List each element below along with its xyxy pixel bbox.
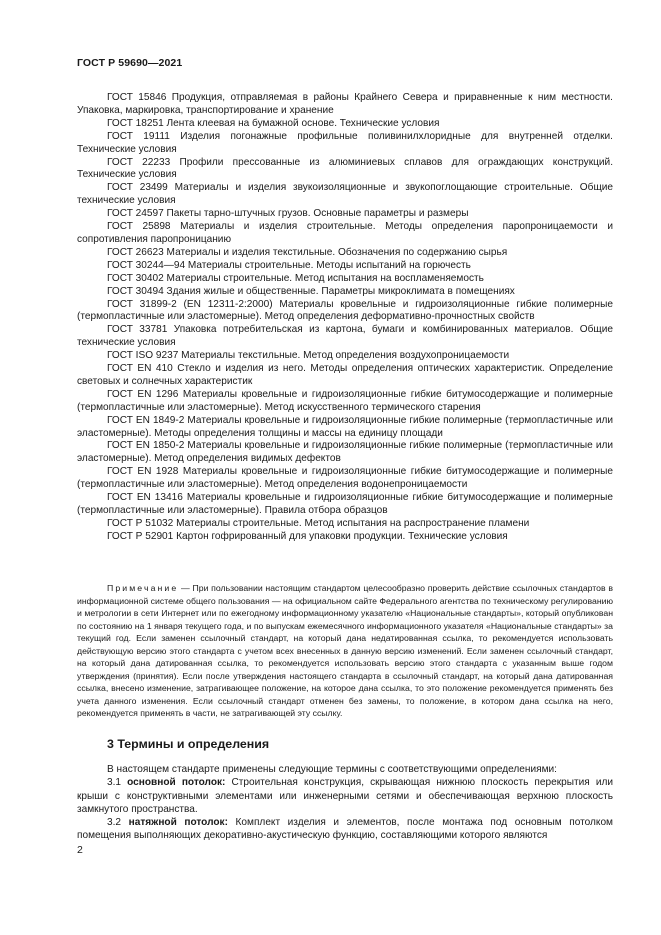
term-number: 3.2: [107, 817, 122, 829]
terms-section: [77, 737, 613, 843]
reference-item: ГОСТ 30244—94 Материалы строительные. Методы испытаний на горючесть: [107, 259, 471, 271]
reference-item: ГОСТ 24597 Пакеты тарно-штучных грузов. Основные параметры и размеры: [107, 208, 469, 220]
reference-item: ГОСТ EN 1928 Материалы кровельные и гидроизоляционные гибкие битумосодержащие и полимерные (термопластичные или эластомерные). Метод определения водонепроницаемости: [77, 466, 613, 491]
reference-item: ГОСТ EN 13416 Материалы кровельные и гидроизоляционные гибкие битумосодержащие и полимерные (термопластичные или эластомерные). Правила отбора образцов: [77, 492, 613, 516]
note-label: Примечание: [107, 583, 179, 593]
term-definition: Строительная конструкция, скрывающая нижнюю плоскость перекрытия или крыши с конструктивными элементами или инженерными сетями и обеспечивающая верхнюю плоскость замкнутого пространства.: [77, 777, 613, 815]
term-number: 3.1: [107, 777, 122, 789]
term-3-1: [77, 776, 613, 816]
reference-item: ГОСТ EN 410 Стекло и изделия из него. Методы определения оптических характеристик. Определение световых и солнечных характеристик: [77, 363, 613, 387]
normative-references-list: [77, 92, 613, 544]
page-number: 2: [77, 844, 83, 856]
term-name: натяжной потолок:: [128, 817, 228, 829]
section-title: 3 Термины и определения: [107, 737, 270, 751]
reference-item: ГОСТ EN 1296 Материалы кровельные и гидроизоляционные гибкие битумосодержащие и полимерные (термопластичные или эластомерные). Метод искусственного термического старения: [77, 388, 613, 413]
reference-item: ГОСТ 30402 Материалы строительные. Метод испытания на воспламеняемость: [107, 272, 484, 284]
term-definition: Комплект изделия и элементов, после монтажа под основным потолком помещения выполняющих декоративно-акустическую функцию, составляющими которого являются: [77, 817, 613, 842]
term-name: основной потолок:: [127, 777, 226, 789]
document-header: ГОСТ Р 59690—2021: [77, 57, 183, 69]
reference-item: ГОСТ EN 1849-2 Материалы кровельные и гидроизоляционные гибкие полимерные (термопластичные или эластомерные). Методы определения толщины и массы на единицу площади: [77, 414, 613, 439]
reference-item: ГОСТ 33781 Упаковка потребительская из картона, бумаги и комбинированных материалов. Общие технические условия: [77, 324, 613, 349]
reference-item: ГОСТ Р 51032 Материалы строительные. Метод испытания на распространение пламени: [107, 517, 530, 529]
reference-item: ГОСТ 31899-2 (EN 12311-2:2000) Материалы кровельные и гидроизоляционные гибкие полимерные (термопластичные или эластомерные). Метод определения деформативно-прочностных свойств: [77, 298, 613, 323]
note-paragraph: [77, 582, 613, 720]
reference-item: ГОСТ 18251 Лента клеевая на бумажной основе. Технические условия: [107, 117, 440, 129]
reference-item: ГОСТ 26623 Материалы и изделия текстильные. Обозначения по содержанию сырья: [107, 246, 508, 258]
section-intro: В настоящем стандарте применены следующие термины с соответствующими определениями:: [107, 764, 557, 775]
reference-item: ГОСТ 19111 Изделия погонажные профильные поливинилхлоридные для внутренней отделки. Технические условия: [77, 130, 613, 155]
note-text: — При пользовании настоящим стандартом целесообразно проверить действие ссылочных стандартов в информационной системе общего пользования — на официальном сайте Федерального агентства по техническому регулированию и метрологии в сети Интернет или по ежегодному информационному указателю «Национальные стандарты», который опубликован по состоянию на 1 января текущего года, и по выпускам ежемесячного информационного указателя «Национальные стандарты» за текущий год. Если заменен ссылочный стандарт, на который дана недатированная ссылка, то рекомендуется использовать действующую версию этого стандарта с учетом всех внесенных в данную версию изменений. Если заменен ссылочный стандарт, на который дана датированная ссылка, то рекомендуется использовать версию этого стандарта с указанным выше годом утверждения (принятия). Если после утверждения настоящего стандарта в ссылочный стандарт, на который дана датированная ссылка, внесено изменение, затрагивающее положение, на которое дана ссылка, то это положение рекомендуется применять без учета данного изменения. Если ссылочный стандарт отменен без замены, то положение, в котором дана ссылка на него, рекомендуется применять в части, не затрагивающей эту ссылку.: [77, 583, 613, 719]
reference-item: ГОСТ 22233 Профили прессованные из алюминиевых сплавов для ограждающих конструкций. Технические условия: [77, 156, 613, 181]
reference-item: ГОСТ EN 1850-2 Материалы кровельные и гидроизоляционные гибкие полимерные (термопластичные или эластомерные). Метод определения видимых дефектов: [77, 440, 613, 465]
term-3-2: [77, 816, 613, 843]
reference-item: ГОСТ 23499 Материалы и изделия звукоизоляционные и звукопоглощающие строительные. Общие технические условия: [77, 182, 613, 207]
reference-item: ГОСТ 25898 Материалы и изделия строительные. Методы определения паропроницаемости и сопротивления паропроницанию: [77, 221, 613, 245]
reference-item: ГОСТ Р 52901 Картон гофрированный для упаковки продукции. Технические условия: [107, 530, 508, 542]
reference-item: ГОСТ ISO 9237 Материалы текстильные. Метод определения воздухопроницаемости: [107, 350, 510, 362]
reference-item: ГОСТ 15846 Продукция, отправляемая в районы Крайнего Севера и приравненные к ним местности. Упаковка, маркировка, транспортирование и хранение: [77, 92, 613, 116]
reference-item: ГОСТ 30494 Здания жилые и общественные. Параметры микроклимата в помещениях: [107, 285, 515, 297]
